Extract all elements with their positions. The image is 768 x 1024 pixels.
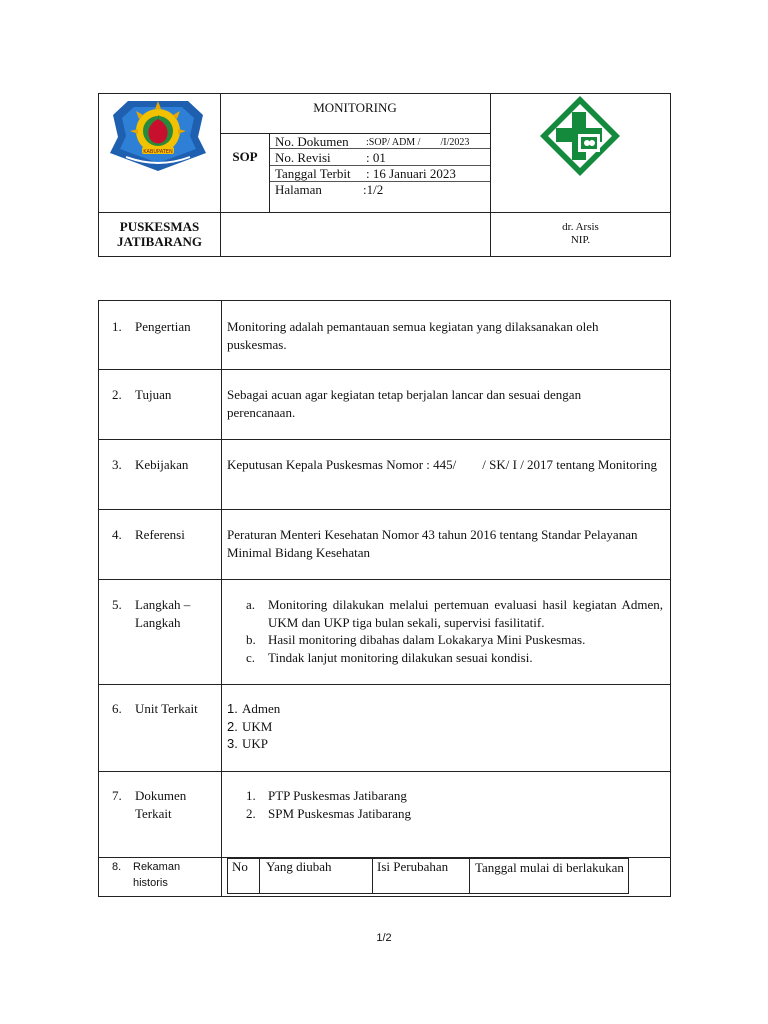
meta-issue-date: Tanggal Terbit : 16 Januari 2023 xyxy=(275,166,456,181)
history-header-effective-date: Tanggal mulai di berlakukan xyxy=(475,860,624,875)
dokumen-terkait-list xyxy=(246,787,546,822)
list-item: 2. SPM Puskesmas Jatibarang xyxy=(246,805,411,821)
row-kebijakan-text: Keputusan Kepala Puskesmas Nomor : 445/ / SK/ I / 2017 tentang Monitoring xyxy=(227,457,658,472)
sop-label: SOP xyxy=(232,149,258,164)
row-pengertian-text: Monitoring adalah pemantauan semua kegiatan yang dilaksanakan oleh puskesmas. xyxy=(227,319,599,352)
meta-page: Halaman :1/2 xyxy=(275,182,384,197)
history-header-no: No xyxy=(232,859,248,874)
list-item: 3. UKP xyxy=(227,736,269,751)
list-item: 2. UKM xyxy=(227,718,273,734)
emblem-ribbon-text: KABUPATEN xyxy=(143,149,173,155)
list-item: 1. Admen xyxy=(227,701,281,716)
list-item: b. Hasil monitoring dibahas dalam Lokakarya Mini Puskesmas. xyxy=(246,632,586,647)
signer-name: dr. Arsis xyxy=(562,221,599,233)
row-tujuan-text: Sebagai acuan agar kegiatan tetap berjalan lancar dan sesuai dengan perencanaan. xyxy=(227,387,582,420)
history-header-change-content: Isi Perubahan xyxy=(377,859,449,874)
unit-terkait-list xyxy=(227,700,527,753)
document-title: MONITORING xyxy=(313,100,397,115)
row-dokumen-terkait-label: 7. Dokumen Terkait xyxy=(112,788,187,821)
organization-name: PUSKESMAS JATIBARANG xyxy=(117,219,202,249)
list-item: 1. PTP Puskesmas Jatibarang xyxy=(246,788,407,803)
langkah-list xyxy=(246,596,663,666)
history-header-changed: Yang diubah xyxy=(266,859,332,874)
puskesmas-cross-logo-icon xyxy=(538,94,622,178)
row-referensi-text: Peraturan Menteri Kesehatan Nomor 43 tahun 2016 tentang Standar Pelayanan Minimal Bidang Kesehatan xyxy=(227,527,638,560)
signer-block xyxy=(491,221,670,247)
signer-nip: NIP. xyxy=(570,234,591,246)
meta-doc-number: No. Dokumen :SOP/ ADM / /I/2023 xyxy=(275,134,470,149)
list-item: c. Tindak lanjut monitoring dilakukan sesuai kondisi. xyxy=(246,649,533,665)
list-item: a. Monitoring dilakukan melalui pertemuan evaluasi hasil kegiatan Admen, UKM dan UKP tiga bulan sekali, supervisi fasilitatif. xyxy=(246,597,663,630)
row-langkah-label: 5. Langkah – Langkah xyxy=(112,597,191,630)
regency-emblem-icon xyxy=(106,93,210,171)
page-number: 1/2 xyxy=(376,932,392,944)
meta-revision: No. Revisi : 01 xyxy=(275,150,386,165)
